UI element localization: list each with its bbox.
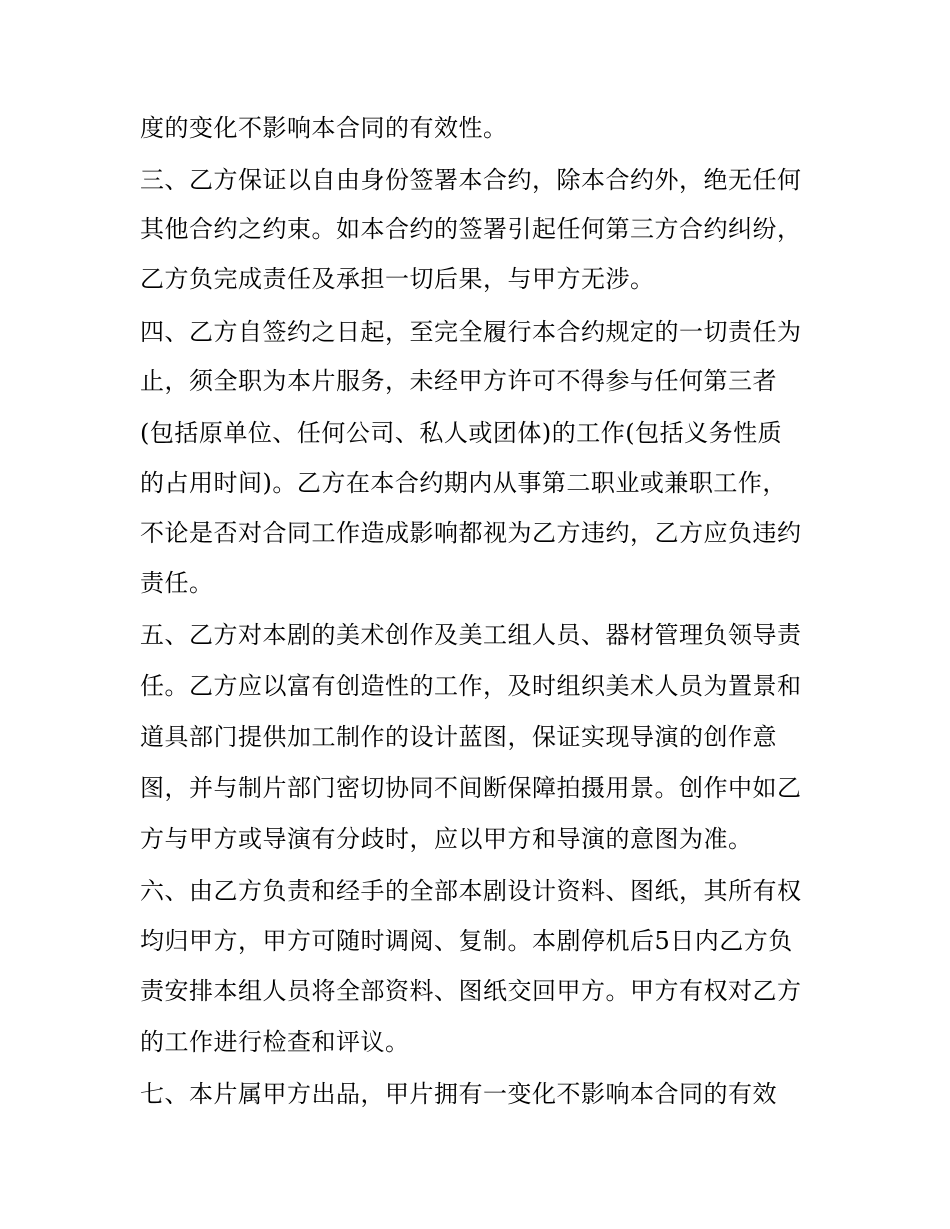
text-line: 四、乙方自签约之日起，至完全履行本合约规定的一切责任为 <box>140 318 802 346</box>
text-line: 止，须全职为本片服务，未经甲方许可不得参与任何第三者 <box>140 367 777 395</box>
text-line: 方与甲方或导演有分歧时，应以甲方和导演的意图为准。 <box>140 825 753 853</box>
text-line: 责任。 <box>140 569 214 597</box>
text-line: 乙方负完成责任及承担一切后果，与甲方无涉。 <box>140 265 655 293</box>
text-line: 其他合约之约束。如本合约的签署引起任何第三方合约纠纷， <box>140 215 802 243</box>
text-line: 不论是否对合同工作造成影响都视为乙方违约，乙方应负违约 <box>140 519 802 547</box>
text-line: 七、本片属甲方出品，甲片拥有一变化不影响本合同的有效 <box>140 1080 777 1108</box>
text-line: (包括原单位、任何公司、私人或团体)的工作(包括义务性质 <box>140 419 783 447</box>
text-line: 均归甲方，甲方可随时调阅、复制。本剧停机后5日内乙方负 <box>140 927 793 955</box>
text-line: 责安排本组人员将全部资料、图纸交回甲方。甲方有权对乙方 <box>140 977 802 1005</box>
text-line: 五、乙方对本剧的美术创作及美工组人员、器材管理负领导责 <box>140 621 802 649</box>
text-line: 三、乙方保证以自由身份签署本合约，除本合约外，绝无任何 <box>140 166 802 194</box>
text-line: 的工作进行检查和评议。 <box>140 1028 410 1056</box>
text-line: 道具部门提供加工制作的设计蓝图，保证实现导演的创作意 <box>140 723 777 751</box>
text-line: 任。乙方应以富有创造性的工作，及时组织美术人员为置景和 <box>140 672 802 700</box>
text-line: 六、由乙方负责和经手的全部本剧设计资料、图纸，其所有权 <box>140 877 802 905</box>
text-line: 度的变化不影响本合同的有效性。 <box>140 114 508 142</box>
text-line: 的占用时间)。乙方在本合约期内从事第二职业或兼职工作， <box>140 469 787 497</box>
text-line: 图，并与制片部门密切协同不间断保障拍摄用景。创作中如乙 <box>140 774 802 802</box>
